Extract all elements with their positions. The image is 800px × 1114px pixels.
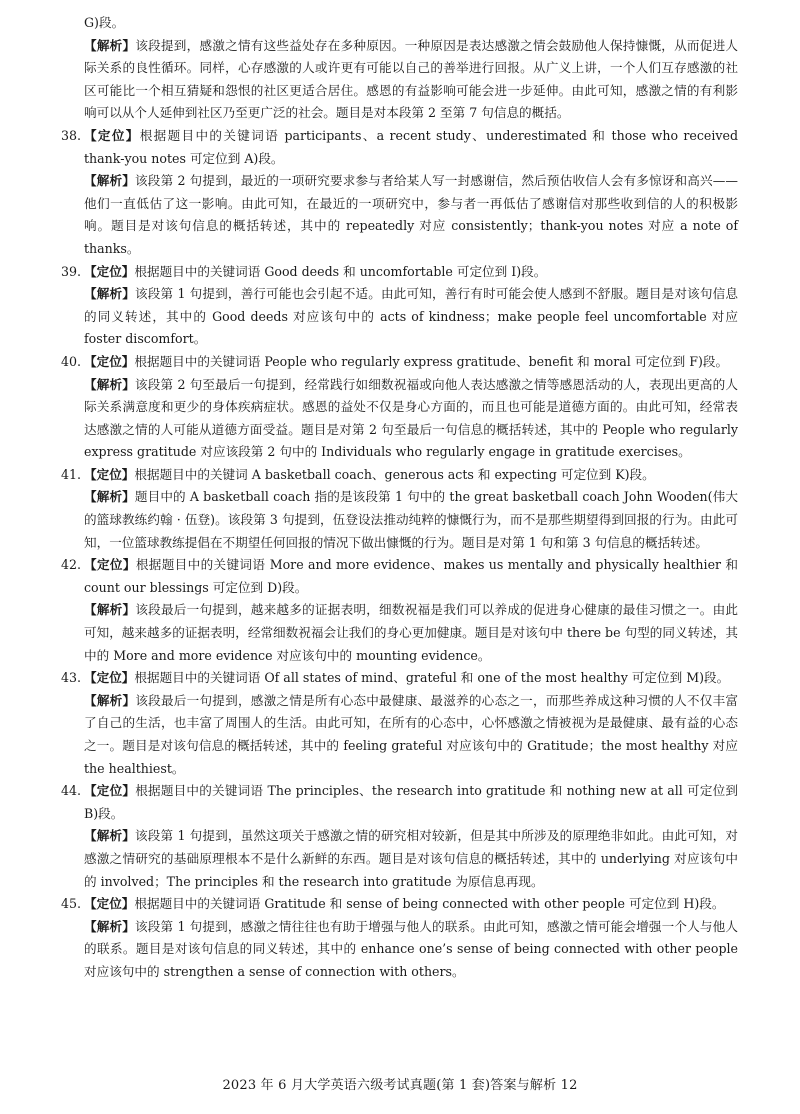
locate-paragraph xyxy=(61,780,739,825)
locate-text: 根据题目中的关键词语 Of all states of mind、grateful 和 one of the most healthy 可定位到 M)段。 xyxy=(134,670,730,686)
locate-tag: 【定位】 xyxy=(84,557,136,573)
question-38 xyxy=(61,125,739,261)
analysis-text: 该段最后一句提到，越来越多的证据表明，细数祝福是我们可以养成的促进身心健康的最佳习惯之一。由此可知，越来越多的证据表明，经常细数祝福会让我们的身心更加健康。题目是对该句中 there be 句型的同义转述，其中的 More and more evidence 对应该句中的 mounting evidence。 xyxy=(84,602,738,663)
locate-paragraph xyxy=(61,893,738,916)
analysis-paragraph xyxy=(84,690,738,780)
locate-tag: 【定位】 xyxy=(84,353,135,369)
question-44 xyxy=(61,780,739,893)
analysis-tag: 【解析】 xyxy=(84,828,136,844)
locate-tag: 【定位】 xyxy=(84,670,135,686)
locate-text: 根据题目中的关键词 A basketball coach、generous acts 和 expecting 可定位到 K)段。 xyxy=(134,466,655,482)
lead-analysis xyxy=(84,35,738,125)
analysis-tag: 【解析】 xyxy=(84,37,136,53)
analysis-text: 该段第 2 句提到，最近的一项研究要求参与者给某人写一封感谢信，然后预估收信人会有多惊讶和高兴——他们一直低估了这一影响。由此可知，在最近的一项研究中，参与者一再低估了感谢信对那些收到信的人的积极影响。题目是对该句信息的概括转述，其中的 repeatedly 对应 consistently；thank-you notes 对应 a note of thanks。 xyxy=(84,173,738,256)
analysis-tag: 【解析】 xyxy=(84,489,135,505)
locate-tag: 【定位】 xyxy=(84,263,135,279)
question-43 xyxy=(61,667,738,780)
question-42 xyxy=(61,554,738,667)
locate-paragraph xyxy=(61,125,739,170)
analysis-tag: 【解析】 xyxy=(84,602,136,618)
locate-paragraph xyxy=(61,464,738,487)
analysis-text: 题目中的 A basketball coach 指的是该段第 1 句中的 the great basketball coach John Wooden(伟大的篮球教练约翰 · 伍登)。该段第 3 句提到，伍登设法推动纯粹的慷慨行为，而不是那些期望得到回报的行为。由此可知，一位篮球教练提倡在不期望任何回报的情况下做出慷慨的行为。题目是对第 1 句和第 3 句信息的概括转述。 xyxy=(84,489,738,550)
analysis-text: 该段第 2 句至最后一句提到，经常践行如细数祝福或向他人表达感激之情等感恩活动的人，表现出更高的人际关系满意度和更少的身体疾病症状。感恩的益处不仅是身心方面的，而且也可能是道德方面的。由此可知，经常表达感激之情的人可能从道德方面受益。题目是对第 2 句至最后一句信息的概括转述，其中的 People who regularly express gratitude 对应该段第 2 句中的 Individuals who regularly engage in gratitude exercises。 xyxy=(84,376,738,460)
lead-text: G)段。 xyxy=(84,15,125,30)
question-number: 38. xyxy=(61,127,82,143)
locate-text: 根据题目中的关键词语 Gratitude 和 sense of being connected with other people 可定位到 H)段。 xyxy=(134,896,725,912)
analysis-text: 该段第 1 句提到，感激之情往往也有助于增强与他人的联系。由此可知，感激之情可能会增强一个人与他人的联系。题目是对该句信息的同义转述，其中的 enhance one’s sense of being connected with other people 对应该句中的 strengthen a sense of connection with others。 xyxy=(84,918,738,979)
analysis-paragraph xyxy=(84,916,738,984)
question-number: 44. xyxy=(61,783,82,799)
locate-paragraph xyxy=(61,351,738,374)
locate-tag: 【定位】 xyxy=(84,783,136,799)
question-number: 43. xyxy=(61,670,82,686)
analysis-tag: 【解析】 xyxy=(84,173,136,189)
analysis-paragraph xyxy=(84,825,738,893)
page-footer: 2023 年 6 月大学英语六级考试真题(第 1 套)答案与解析 12 xyxy=(222,1078,578,1093)
question-41 xyxy=(61,464,738,554)
locate-text: 根据题目中的关键词语 More and more evidence、makes us mentally and physically healthier 和 count our blessings 可定位到 D)段。 xyxy=(84,557,738,595)
locate-text: 根据题目中的关键词语 The principles、the research into gratitude 和 nothing new at all 可定位到 B)段。 xyxy=(84,783,739,821)
locate-paragraph xyxy=(61,667,738,690)
analysis-paragraph xyxy=(84,486,738,554)
question-number: 40. xyxy=(61,353,82,369)
analysis-paragraph xyxy=(84,170,738,260)
locate-tag: 【定位】 xyxy=(84,896,135,912)
locate-text: 根据题目中的关键词语 People who regularly express gratitude、benefit 和 moral 可定位到 F)段。 xyxy=(134,353,729,369)
analysis-tag: 【解析】 xyxy=(84,286,136,302)
locate-text: 根据题目中的关键词语 participants、a recent study、underestimated 和 those who received thank-you notes 可定位到 A)段。 xyxy=(84,127,739,166)
analysis-paragraph xyxy=(84,599,738,667)
locate-tag: 【定位】 xyxy=(84,127,140,143)
analysis-tag: 【解析】 xyxy=(84,692,136,708)
locate-paragraph xyxy=(61,554,738,599)
analysis-tag: 【解析】 xyxy=(84,376,136,392)
question-45 xyxy=(61,893,738,983)
analysis-text: 该段最后一句提到，感激之情是所有心态中最健康、最滋养的心态之一，而那些养成这种习惯的人不仅丰富了自己的生活，也丰富了周围人的生活。由此可知，在所有的心态中，心怀感激之情被视为是最健康、最有益的心态之一。题目是对该句信息的概括转述，其中的 feeling grateful 对应该句中的 Gratitude；the most healthy 对应 the healthiest。 xyxy=(84,692,738,776)
analysis-text: 该段提到，感激之情有这些益处存在多种原因。一种原因是表达感激之情会鼓励他人保持慷慨，从而促进人际关系的良性循环。同样，心存感激的人或许更有可能以自己的善举进行回报。从广义上讲，一个人们互存感激的社区可能比一个相互猜疑和怨恨的社区更适合居住。感恩的有益影响可能会进一步延伸。由此可知，感激之情的有利影响可以从个人延伸到社区乃至更广泛的社会。题目是对本段第 2 至第 7 句信息的概括。 xyxy=(84,37,738,121)
question-39 xyxy=(61,261,738,351)
lead-block xyxy=(84,12,738,125)
answer-explanations xyxy=(61,12,739,984)
question-40 xyxy=(61,351,738,464)
locate-tag: 【定位】 xyxy=(84,466,135,482)
analysis-text: 该段第 1 句提到，虽然这项关于感激之情的研究相对较新，但是其中所涉及的原理绝非如此。由此可知，对感激之情研究的基础原理根本不是什么新鲜的东西。题目是对该句信息的概括转述，其中的 underlying 对应该句中的 involved；The principles 和 the research into gratitude 为原信息再现。 xyxy=(84,828,738,889)
question-number: 41. xyxy=(61,466,82,482)
question-number: 45. xyxy=(61,896,82,912)
analysis-paragraph xyxy=(84,374,738,464)
analysis-text: 该段第 1 句提到，善行可能也会引起不适。由此可知，善行有时可能会使人感到不舒服。题目是对该句信息的同义转述，其中的 Good deeds 对应该句中的 acts of kindness；make people feel uncomfortable 对应 foster discomfort。 xyxy=(84,286,738,347)
question-number: 39. xyxy=(61,263,82,279)
analysis-paragraph xyxy=(84,283,738,351)
analysis-tag: 【解析】 xyxy=(84,918,136,934)
locate-text: 根据题目中的关键词语 Good deeds 和 uncomfortable 可定位到 I)段。 xyxy=(134,263,547,279)
question-number: 42. xyxy=(61,557,82,573)
locate-paragraph xyxy=(61,261,738,284)
